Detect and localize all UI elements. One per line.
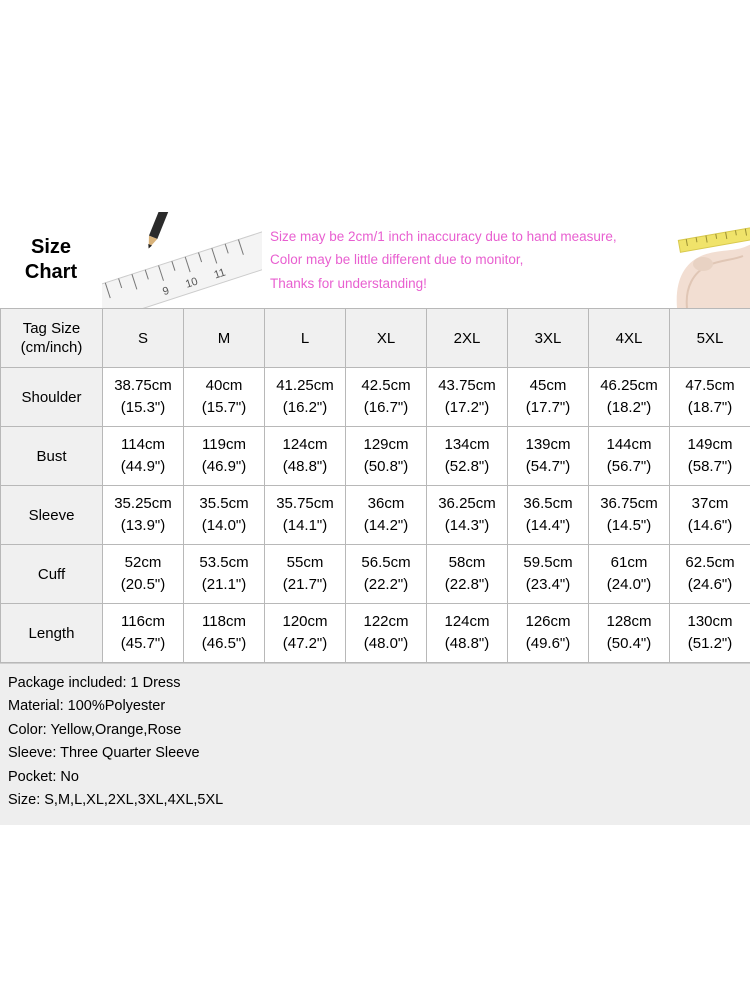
cell-cm: 58cm bbox=[448, 554, 486, 572]
cell-cuff-3xl bbox=[508, 545, 589, 604]
detail-sleeve: Sleeve: Three Quarter Sleeve bbox=[8, 745, 200, 762]
column-header-l: L bbox=[265, 309, 346, 368]
cell-inch: (17.2") bbox=[444, 399, 490, 416]
cell-inch: (14.0") bbox=[201, 517, 247, 534]
cell-sleeve-4xl bbox=[589, 486, 670, 545]
cell-cm: 52cm bbox=[124, 554, 162, 572]
cell-inch: (20.5") bbox=[120, 576, 166, 593]
cell-cm: 55cm bbox=[286, 554, 324, 572]
cell-cm: 61cm bbox=[610, 554, 648, 572]
cell-length-5xl bbox=[670, 604, 750, 663]
row-label-shoulder: Shoulder bbox=[1, 368, 103, 427]
cell-sleeve-m bbox=[184, 486, 265, 545]
cell-cm: 120cm bbox=[282, 613, 328, 631]
cell-cm: 124cm bbox=[444, 613, 490, 631]
cell-shoulder-xl bbox=[346, 368, 427, 427]
cell-bust-l bbox=[265, 427, 346, 486]
cell-inch: (44.9") bbox=[120, 458, 166, 475]
cell-shoulder-l bbox=[265, 368, 346, 427]
size-chart-sheet bbox=[0, 212, 750, 825]
cell-inch: (56.7") bbox=[606, 458, 652, 475]
cell-cm: 42.5cm bbox=[361, 377, 411, 395]
cell-cuff-xl bbox=[346, 545, 427, 604]
page-title-line2: Chart bbox=[24, 261, 78, 283]
cell-inch: (24.0") bbox=[606, 576, 652, 593]
cell-cm: 128cm bbox=[606, 613, 652, 631]
column-header-xl: XL bbox=[346, 309, 427, 368]
cell-inch: (22.2") bbox=[363, 576, 409, 593]
measuring-tape-icon bbox=[617, 212, 750, 308]
cell-cm: 35.25cm bbox=[114, 495, 172, 513]
size-table bbox=[0, 308, 750, 663]
cell-cm: 59.5cm bbox=[523, 554, 573, 572]
cell-length-3xl bbox=[508, 604, 589, 663]
cell-sleeve-s bbox=[103, 486, 184, 545]
column-header-2xl: 2XL bbox=[427, 309, 508, 368]
cell-inch: (46.9") bbox=[201, 458, 247, 475]
hand-measuring-image bbox=[617, 212, 750, 308]
cell-inch: (50.8") bbox=[363, 458, 409, 475]
cell-inch: (46.5") bbox=[201, 635, 247, 652]
cell-inch: (48.8") bbox=[444, 635, 490, 652]
cell-inch: (17.7") bbox=[525, 399, 571, 416]
row-label-length: Length bbox=[1, 604, 103, 663]
cell-bust-s bbox=[103, 427, 184, 486]
cell-inch: (14.5") bbox=[606, 517, 652, 534]
cell-cm: 149cm bbox=[687, 436, 733, 454]
table-row bbox=[1, 368, 750, 427]
cell-inch: (58.7") bbox=[687, 458, 733, 475]
cell-cm: 40cm bbox=[205, 377, 243, 395]
cell-cm: 130cm bbox=[687, 613, 733, 631]
table-row bbox=[1, 486, 750, 545]
cell-inch: (50.4") bbox=[606, 635, 652, 652]
cell-shoulder-m bbox=[184, 368, 265, 427]
cell-cm: 38.75cm bbox=[114, 377, 172, 395]
cell-inch: (49.6") bbox=[525, 635, 571, 652]
cell-cm: 62.5cm bbox=[685, 554, 735, 572]
disclaimer-notes bbox=[262, 212, 617, 308]
cell-cm: 126cm bbox=[525, 613, 571, 631]
cell-inch: (21.7") bbox=[282, 576, 328, 593]
column-header-4xl: 4XL bbox=[589, 309, 670, 368]
cell-inch: (14.6") bbox=[687, 517, 733, 534]
note-line-3: Thanks for understanding! bbox=[270, 275, 427, 291]
cell-inch: (13.9") bbox=[120, 517, 166, 534]
cell-cuff-4xl bbox=[589, 545, 670, 604]
cell-shoulder-4xl bbox=[589, 368, 670, 427]
cell-cm: 36.5cm bbox=[523, 495, 573, 513]
cell-cm: 114cm bbox=[121, 436, 165, 454]
svg-text:10: 10 bbox=[184, 275, 200, 291]
table-header-row bbox=[1, 309, 750, 368]
cell-bust-2xl bbox=[427, 427, 508, 486]
cell-inch: (47.2") bbox=[282, 635, 328, 652]
cell-shoulder-3xl bbox=[508, 368, 589, 427]
cell-length-2xl bbox=[427, 604, 508, 663]
cell-shoulder-s bbox=[103, 368, 184, 427]
cell-cm: 122cm bbox=[363, 613, 409, 631]
cell-inch: (21.1") bbox=[201, 576, 247, 593]
cell-cm: 116cm bbox=[121, 613, 165, 631]
cell-length-m bbox=[184, 604, 265, 663]
cell-inch: (22.8") bbox=[444, 576, 490, 593]
table-row bbox=[1, 545, 750, 604]
detail-size: Size: S,M,L,XL,2XL,3XL,4XL,5XL bbox=[8, 792, 224, 809]
table-row bbox=[1, 427, 750, 486]
row-label-bust: Bust bbox=[1, 427, 103, 486]
cell-cm: 36.25cm bbox=[438, 495, 496, 513]
cell-cm: 124cm bbox=[282, 436, 328, 454]
cell-cm: 134cm bbox=[444, 436, 490, 454]
cell-inch: (18.2") bbox=[606, 399, 652, 416]
cell-length-4xl bbox=[589, 604, 670, 663]
cell-sleeve-3xl bbox=[508, 486, 589, 545]
cell-cm: 118cm bbox=[202, 613, 246, 631]
column-header-3xl: 3XL bbox=[508, 309, 589, 368]
cell-sleeve-l bbox=[265, 486, 346, 545]
cell-inch: (24.6") bbox=[687, 576, 733, 593]
cell-bust-3xl bbox=[508, 427, 589, 486]
cell-inch: (18.7") bbox=[687, 399, 733, 416]
cell-cm: 35.5cm bbox=[199, 495, 249, 513]
detail-material: Material: 100%Polyester bbox=[8, 698, 166, 715]
cell-cm: 35.75cm bbox=[276, 495, 334, 513]
product-details bbox=[0, 663, 750, 825]
cell-inch: (54.7") bbox=[525, 458, 571, 475]
cell-inch: (14.2") bbox=[363, 517, 409, 534]
cell-cuff-m bbox=[184, 545, 265, 604]
cell-bust-xl bbox=[346, 427, 427, 486]
cell-cm: 45cm bbox=[529, 377, 567, 395]
tag-size-line1: Tag Size bbox=[22, 319, 81, 337]
detail-color: Color: Yellow,Orange,Rose bbox=[8, 721, 182, 738]
cell-inch: (16.2") bbox=[282, 399, 328, 416]
cell-inch: (14.1") bbox=[282, 517, 328, 534]
cell-sleeve-xl bbox=[346, 486, 427, 545]
cell-cm: 129cm bbox=[363, 436, 409, 454]
cell-length-l bbox=[265, 604, 346, 663]
cell-cm: 144cm bbox=[606, 436, 652, 454]
cell-cm: 41.25cm bbox=[276, 377, 334, 395]
cell-cm: 139cm bbox=[525, 436, 571, 454]
cell-cm: 36.75cm bbox=[600, 495, 658, 513]
cell-cm: 46.25cm bbox=[600, 377, 658, 395]
cell-bust-4xl bbox=[589, 427, 670, 486]
table-row bbox=[1, 604, 750, 663]
detail-package: Package included: 1 Dress bbox=[8, 675, 181, 691]
cell-cuff-5xl bbox=[670, 545, 750, 604]
column-header-m: M bbox=[184, 309, 265, 368]
cell-cuff-s bbox=[103, 545, 184, 604]
cell-inch: (14.3") bbox=[444, 517, 490, 534]
cell-inch: (48.0") bbox=[363, 635, 409, 652]
ruler-icon bbox=[102, 212, 262, 308]
cell-shoulder-2xl bbox=[427, 368, 508, 427]
chart-header bbox=[0, 212, 750, 308]
ruler-pencil-image bbox=[102, 212, 262, 308]
note-line-2: Color may be little different due to monitor, bbox=[270, 252, 524, 268]
cell-cm: 47.5cm bbox=[685, 377, 735, 395]
cell-cm: 56.5cm bbox=[361, 554, 411, 572]
svg-text:9: 9 bbox=[161, 284, 171, 299]
column-header-s: S bbox=[103, 309, 184, 368]
cell-bust-5xl bbox=[670, 427, 750, 486]
page-title-line1: Size bbox=[30, 236, 72, 258]
svg-text:11: 11 bbox=[212, 266, 228, 282]
cell-inch: (45.7") bbox=[120, 635, 166, 652]
row-label-cuff: Cuff bbox=[1, 545, 103, 604]
cell-inch: (23.4") bbox=[525, 576, 571, 593]
column-header-5xl: 5XL bbox=[670, 309, 750, 368]
cell-inch: (15.3") bbox=[120, 399, 166, 416]
row-label-sleeve: Sleeve bbox=[1, 486, 103, 545]
cell-inch: (14.4") bbox=[525, 517, 571, 534]
cell-shoulder-5xl bbox=[670, 368, 750, 427]
cell-cm: 119cm bbox=[202, 436, 246, 454]
note-line-1: Size may be 2cm/1 inch inaccuracy due to hand measure, bbox=[270, 228, 617, 244]
cell-cm: 37cm bbox=[691, 495, 729, 513]
cell-bust-m bbox=[184, 427, 265, 486]
cell-inch: (51.2") bbox=[687, 635, 733, 652]
cell-sleeve-2xl bbox=[427, 486, 508, 545]
cell-cm: 53.5cm bbox=[199, 554, 249, 572]
tag-size-corner bbox=[1, 309, 103, 368]
page-title bbox=[0, 212, 102, 308]
cell-cuff-2xl bbox=[427, 545, 508, 604]
cell-length-xl bbox=[346, 604, 427, 663]
cell-inch: (48.8") bbox=[282, 458, 328, 475]
cell-cm: 43.75cm bbox=[438, 377, 496, 395]
tag-size-line2: (cm/inch) bbox=[20, 339, 83, 356]
cell-cuff-l bbox=[265, 545, 346, 604]
cell-inch: (52.8") bbox=[444, 458, 490, 475]
cell-inch: (16.7") bbox=[363, 399, 409, 416]
cell-sleeve-5xl bbox=[670, 486, 750, 545]
detail-pocket: Pocket: No bbox=[8, 768, 79, 785]
cell-cm: 36cm bbox=[367, 495, 405, 513]
cell-inch: (15.7") bbox=[201, 399, 247, 416]
cell-length-s bbox=[103, 604, 184, 663]
